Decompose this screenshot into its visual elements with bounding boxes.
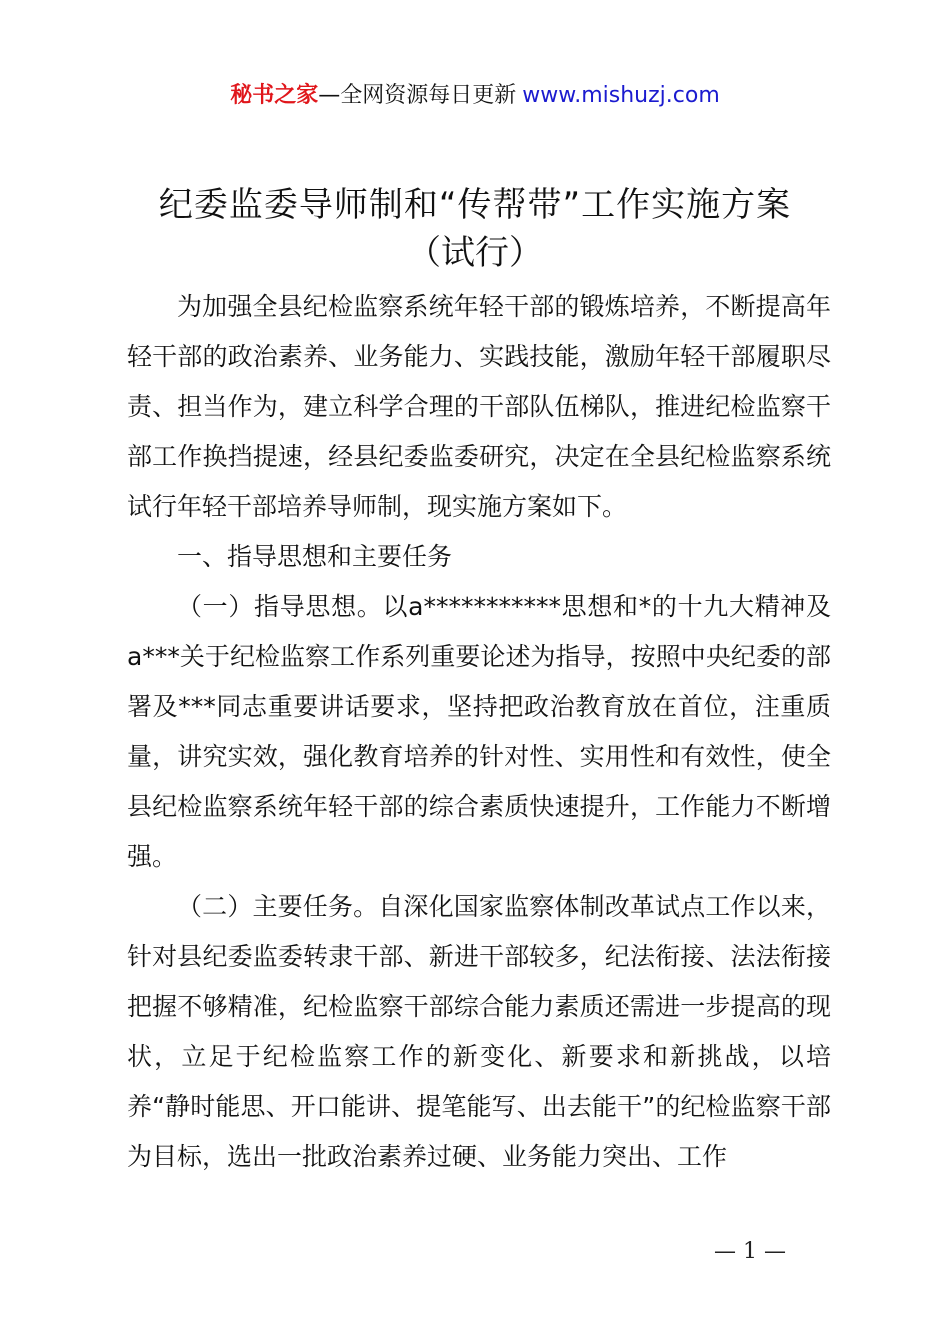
- main-tasks-paragraph: （二）主要任务。自深化国家监察体制改革试点工作以来，针对县纪委监委转隶干部、新进干部较多，纪法衔接、法法衔接把握不够精准，纪检监察干部综合能力素质还需进一步提高的现状，立足于纪检监察工作的新变化、新要求和新挑战，以培养“静时能思、开口能讲、提笔能写、出去能干”的纪检监察干部为目标，选出一批政治素养过硬、业务能力突出、工作: [127, 892, 831, 1171]
- document-title: 纪委监委导师制和“传帮带”工作实施方案: [158, 185, 792, 225]
- intro-paragraph: 为加强全县纪检监察系统年轻干部的锻炼培养，不断提高年轻干部的政治素养、业务能力、实践技能，激励年轻干部履职尽责、担当作为，建立科学合理的干部队伍梯队，推进纪检监察干部工作换挡提速，经县纪委监委研究，决定在全县纪检监察系统试行年轻干部培养导师制，现实施方案如下。: [127, 292, 831, 521]
- site-brand: 秘书之家: [230, 83, 319, 108]
- section-heading: 一、指导思想和主要任务: [177, 542, 453, 571]
- site-header: [0, 80, 950, 112]
- page-number: — 1 —: [714, 1239, 786, 1264]
- guiding-thought-paragraph: （一）指导思想。以a***********思想和*的十九大精神及a***关于纪检监察工作系列重要论述为指导，按照中央纪委的部署及***同志重要讲话要求，坚持把政治教育放在首位，注重质量，讲究实效，强化教育培养的针对性、实用性和有效性，使全县纪检监察系统年轻干部的综合素质快速提升，工作能力不断增强。: [127, 592, 831, 871]
- site-tagline: —全网资源每日更新: [318, 83, 517, 108]
- document-body: [127, 282, 831, 1182]
- site-url-link[interactable]: www.mishuzj.com: [522, 83, 720, 108]
- document-subtitle: （试行）: [407, 233, 543, 273]
